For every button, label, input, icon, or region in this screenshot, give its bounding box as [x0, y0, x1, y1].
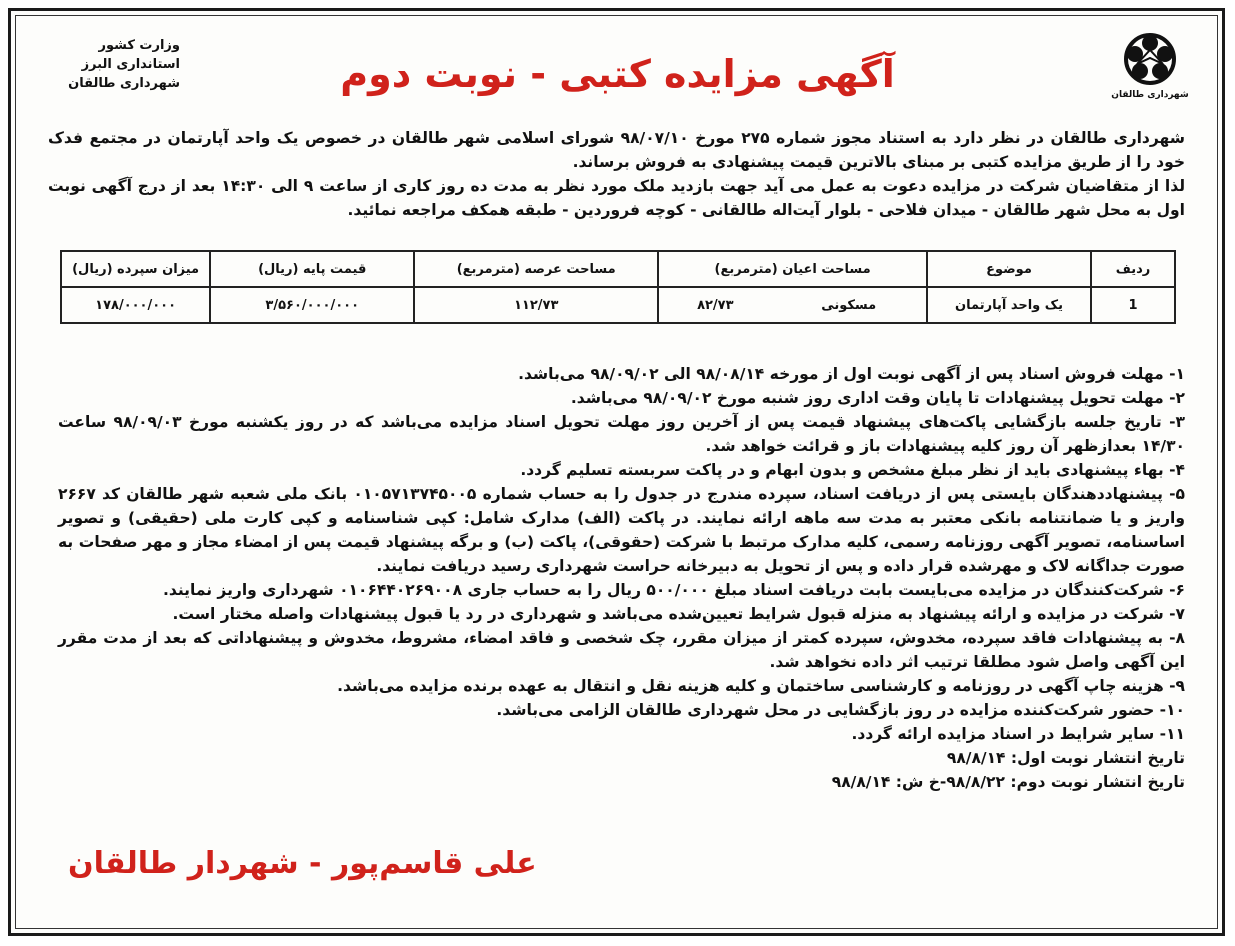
term-item: ۵- پیشنهاددهندگان بایستی پس از دریافت اسناد، سپرده مندرج در جدول را به حساب شماره ۰۱۰۵۷۱۳۷۴۵۰۰۵ بانک ملی شعبه شهر طالقان کد ۲۶۶۷ واریز و یا ضمانتنامه بانکی معتبر به مدت سه ماهه ارائه نمایند. در پاکت (الف) مدارک شامل: کپی شناسنامه و کپی کارت ملی (حقیقی) و تصویر اساسنامه، تصویر آگهی روزنامه رسمی، کلیه مدارک مرتبط با شرکت (حقوقی)، پاکت (ب) و برگه پیشنهاد قیمت پس از امضاء مجاز و مهر صفحات به صورت جداگانه لاک و مهرشده قرار داده و پس از تحویل به دبیرخانه حراست شهرداری رسید دریافت نمایند.	[58, 485, 1186, 575]
first-publication-date: تاریخ انتشار نوبت اول: ۹۸/۸/۱۴	[946, 749, 1185, 767]
term-item: ۷- شرکت در مزایده و ارائه پیشنهاد به منزله قبول شرایط تعیین‌شده می‌باشد و شهرداری در رد یا قبول پیشنهادات واصله مختار است.	[172, 605, 1185, 623]
header-building-area: مساحت اعیان (مترمربع)	[658, 251, 927, 287]
cell-building-area: ۸۲/۷۳	[658, 287, 771, 323]
term-item: ۱۱- سایر شرایط در اسناد مزایده ارائه گردد.	[851, 725, 1185, 743]
intro-paragraph: شهرداری طالقان در نظر دارد به استناد مجوز شماره ۲۷۵ مورخ ۹۸/۰۷/۱۰ شورای اسلامی شهر طالقان در خصوص یک واحد آپارتمان در مجتمع فدک خود را از طریق مزایده کتبی بر مبنای بالاترین قیمت پیشنهادی به فروش برساند.	[48, 129, 1186, 171]
header-land-area: مساحت عرصه (مترمربع)	[414, 251, 658, 287]
logo-caption: شهرداری طالقان	[1111, 90, 1189, 100]
cell-base-price: ۳/۵۶۰/۰۰۰/۰۰۰	[210, 287, 414, 323]
intro-paragraph: لذا از متقاضیان شرکت در مزایده دعوت به عمل می آید جهت بازدید ملک مورد نظر به مدت ده روز کاری از ساعت ۹ الی ۱۴:۳۰ بعد از درج آگهی نوبت اول به محل شهر طالقان - میدان فلاحی - بلوار آیت‌اله طالقانی - کوچه فروردین - طبقه همکف مراجعه نمائید.	[48, 177, 1186, 219]
cell-deposit: ۱۷۸/۰۰۰/۰۰۰	[61, 287, 210, 323]
term-item: ۱- مهلت فروش اسناد پس از آگهی نوبت اول از مورخه ۹۸/۰۸/۱۴ الی ۹۸/۰۹/۰۲ می‌باشد.	[518, 365, 1185, 383]
terms-list	[58, 362, 1185, 794]
table-row	[61, 287, 1175, 323]
ministry-line: وزارت کشور	[98, 38, 180, 53]
cell-subject: یک واحد آپارتمان	[927, 287, 1091, 323]
cell-land-area: ۱۱۲/۷۳	[414, 287, 658, 323]
header-subject: موضوع	[927, 251, 1091, 287]
term-item: ۱۰- حضور شرکت‌کننده مزایده در روز بازگشایی در محل شهرداری طالقان الزامی می‌باشد.	[496, 701, 1185, 719]
header-deposit: میزان سپرده (ریال)	[61, 251, 210, 287]
table-header-row	[61, 251, 1175, 287]
auction-table	[60, 250, 1176, 324]
term-item: ۳- تاریخ جلسه بازگشایی پاکت‌های پیشنهاد قیمت پس از آخرین روز مهلت تحویل اسناد مزایده می‌باشد که در روز یکشنبه مورخ ۹۸/۰۹/۰۳ ساعت ۱۴/۳۰ بعدازظهر آن روز کلیه پیشنهادات باز و قرائت خواهد شد.	[58, 413, 1185, 455]
mayor-signature: علی قاسم‌پور - شهردار طالقان	[68, 846, 537, 881]
term-item: ۴- بهاء پیشنهادی باید از نظر مبلغ مشخص و بدون ابهام و در پاکت سربسته تسلیم گردد.	[520, 461, 1185, 479]
governorate-line: استانداری البرز	[81, 57, 180, 72]
municipality-line: شهرداری طالقان	[68, 76, 180, 91]
term-item: ۸- به پیشنهادات فاقد سپرده، مخدوش، سپرده کمتر از میزان مقرر، چک شخصی و فاقد امضاء، مشروط، مخدوش و پیشنهاداتی که بعد از مدت مقرر این آگهی واصل شود مطلقا ترتیب اثر داده نخواهد شد.	[58, 629, 1185, 671]
cell-usage: مسکونی	[771, 287, 927, 323]
term-item: ۶- شرکت‌کنندگان در مزایده می‌بایست بابت دریافت اسناد مبلغ ۵۰۰/۰۰۰ ریال را به حساب جاری ۰۱۰۶۴۴۰۲۶۹۰۰۸ شهرداری واریز نمایند.	[163, 581, 1185, 599]
second-publication-date: تاریخ انتشار نوبت دوم: ۹۸/۸/۲۲-خ ش: ۹۸/۸/۱۴	[831, 773, 1185, 791]
term-item: ۹- هزینه چاپ آگهی در روزنامه و کارشناسی ساختمان و کلیه هزینه نقل و انتقال به عهده برنده مزایده می‌باشد.	[337, 677, 1185, 695]
notice-title: آگهی مزایده کتبی - نوبت دوم	[340, 52, 895, 96]
header-index: ردیف	[1091, 251, 1175, 287]
intro-text	[48, 126, 1185, 222]
term-item: ۲- مهلت تحویل پیشنهادات تا پایان وقت اداری روز شنبه مورخ ۹۸/۰۹/۰۲ می‌باشد.	[570, 389, 1185, 407]
cell-index: 1	[1091, 287, 1175, 323]
header-base-price: قیمت پایه (ریال)	[210, 251, 414, 287]
